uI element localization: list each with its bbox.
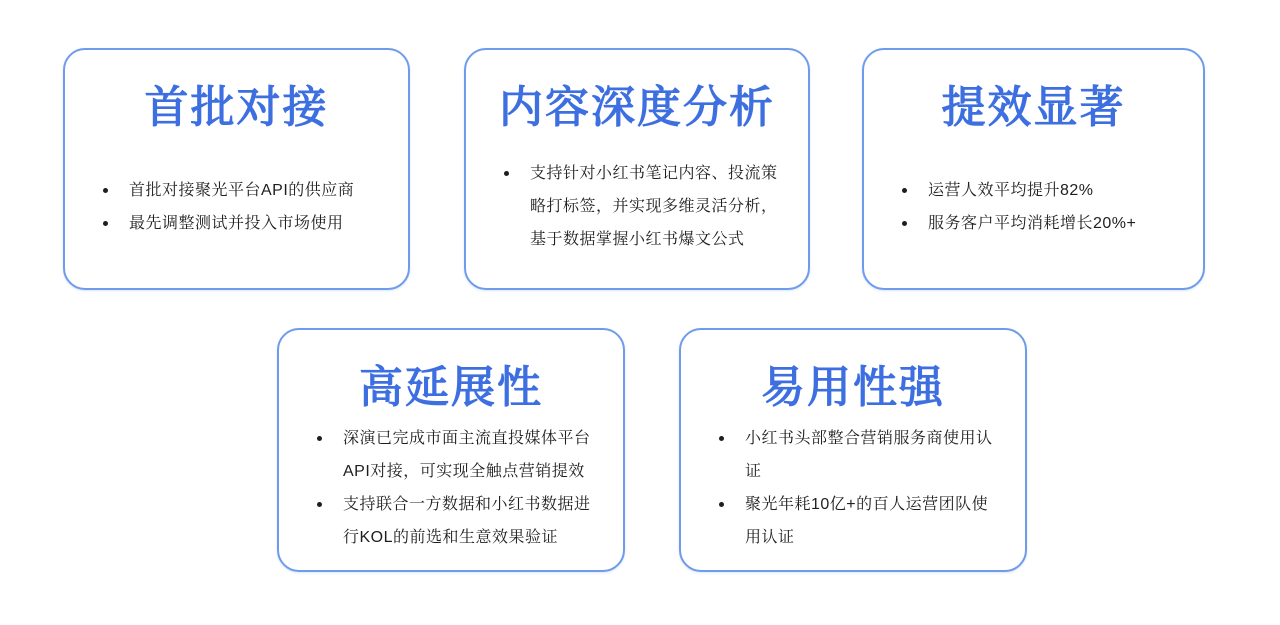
bullet-text: 支持针对小红书笔记内容、投流策略打标签，并实现多维灵活分析，基于数据掌握小红书爆文公式 [530,165,778,248]
bullet-text: 服务客户平均消耗增长20%+ [928,214,1137,232]
card-high-extensibility [277,328,625,572]
bullet-dot-icon [313,488,343,507]
bullet-item [715,422,1003,488]
bullet-item [715,488,1003,554]
card-significant-efficiency [862,48,1205,290]
bullet-text: 聚光年耗10亿+的百人运营团队使用认证 [745,495,989,546]
bullet-item [898,207,1181,240]
card-bullet-list [681,415,1025,570]
card-first-batch-integration [63,48,410,290]
card-bullet-list [65,135,408,288]
card-bullet-list [466,135,808,288]
bullet-text: 支持联合一方数据和小红书数据进行KOL的前选和生意效果验证 [343,495,591,546]
card-title: 易用性强 [761,363,945,412]
bullet-text: 深演已完成市面主流直投媒体平台API对接，可实现全触点营销提效 [343,429,591,480]
bullet-text: 小红书头部整合营销服务商使用认证 [745,429,993,480]
bullet-dot-icon [898,207,928,226]
bullet-dot-icon [99,207,129,226]
bullet-text: 运营人效平均提升82% [928,181,1094,199]
card-title: 提效显著 [941,83,1126,132]
card-title: 高延展性 [359,363,543,412]
bullet-text: 最先调整测试并投入市场使用 [129,214,344,232]
bullet-dot-icon [500,157,530,176]
card-title: 内容深度分析 [499,83,775,132]
card-bullet-list [279,415,623,570]
card-bullet-list [864,135,1203,288]
card-content-depth-analysis [464,48,810,290]
bullet-dot-icon [313,422,343,441]
bullet-item [313,422,601,488]
bullet-dot-icon [99,174,129,193]
bullet-item [99,174,386,207]
bullet-item [313,488,601,554]
card-title: 首批对接 [144,83,329,132]
bullet-dot-icon [715,422,745,441]
bullet-item [99,207,386,240]
card-strong-usability [679,328,1027,572]
bullet-item [898,174,1181,207]
bullet-dot-icon [898,174,928,193]
bullet-item [500,157,786,256]
bullet-text: 首批对接聚光平台API的供应商 [129,181,355,199]
bullet-dot-icon [715,488,745,507]
